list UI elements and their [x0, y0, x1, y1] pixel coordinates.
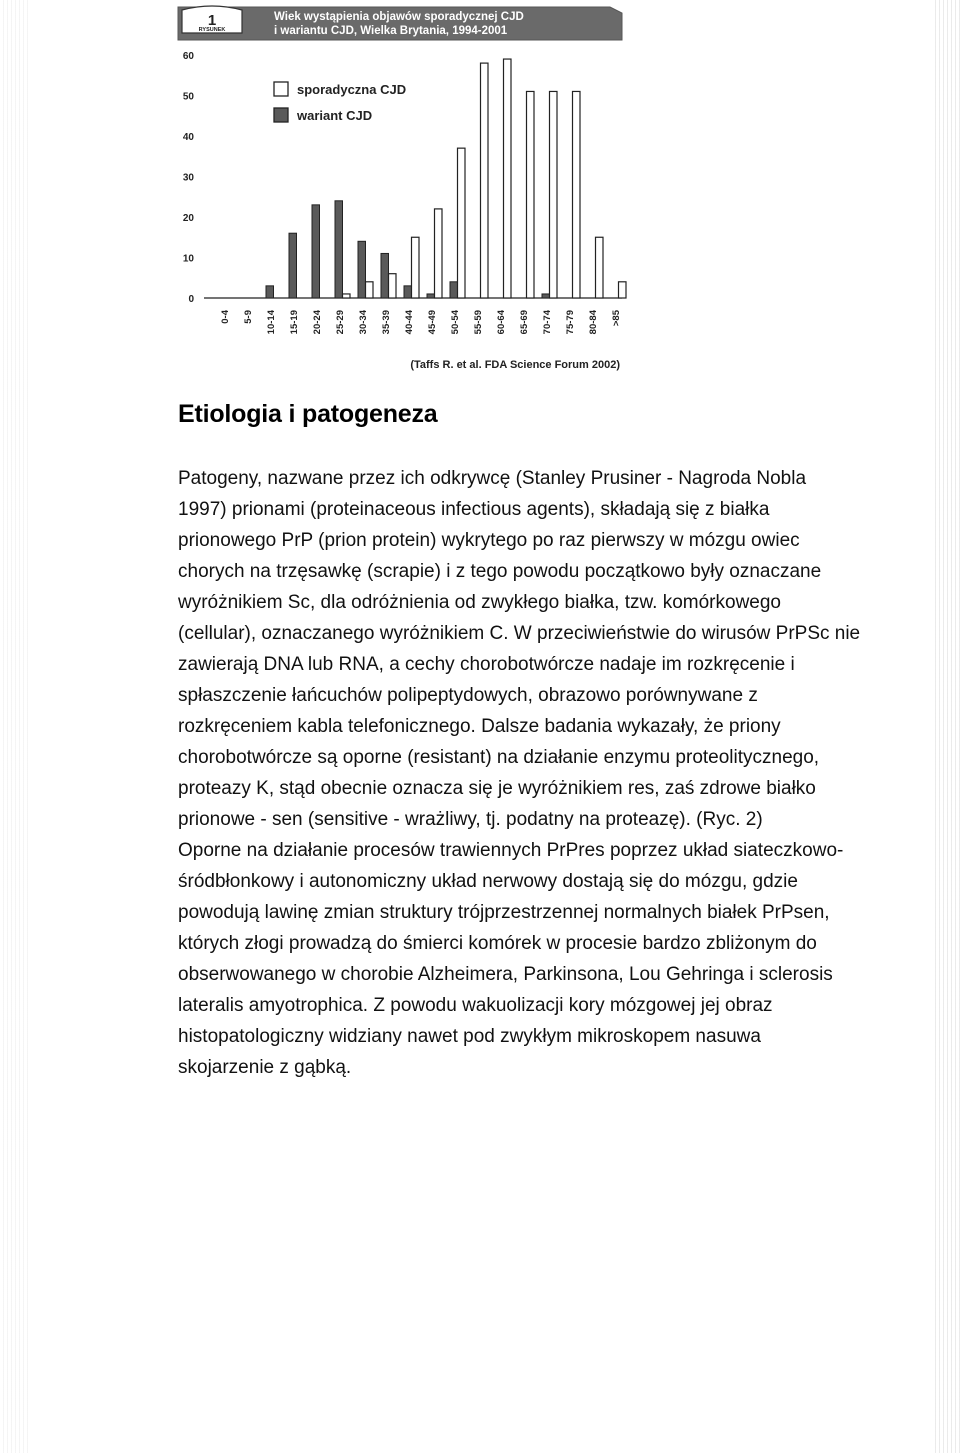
article-line: powodują lawinę zmian struktury trójprzestrzennej normalnych białek PrPsen,: [178, 902, 830, 923]
y-tick-label: 50: [182, 91, 194, 103]
article-body: [178, 463, 960, 1083]
figure-header: [178, 6, 622, 40]
article-line: spłaszczenie łańcuchów polipeptydowych, obrazowo porównywane z: [178, 685, 758, 706]
legend-swatch-sporadic: [274, 82, 288, 96]
chart-svg: [170, 0, 630, 380]
bar-sporadic-cjd: [435, 209, 443, 298]
figure-title-line1: Wiek wystąpienia objawów sporadycznej CJD: [274, 11, 524, 23]
badge-number: 1: [207, 12, 217, 29]
article-line: histopatologiczny widziany nawet pod zwykłym mikroskopem nasuwa: [178, 1026, 761, 1047]
x-tick-label: 80-84: [588, 310, 599, 335]
article-line: lateralis amyotrophica. Z powodu wakuolizacji kory mózgowej jej obraz: [178, 995, 773, 1016]
bar-variant-cjd: [266, 286, 274, 298]
article-line: Oporne na działanie procesów trawiennych PrPres poprzez układ siateczkowo-: [178, 840, 844, 861]
bar-variant-cjd: [335, 201, 343, 298]
figure-source: (Taffs R. et al. FDA Science Forum 2002): [410, 359, 620, 371]
article-line: prionowe - sen (sensitive - wrażliwy, tj. podatny na proteazę). (Ryc. 2): [178, 809, 763, 830]
y-tick-label: 60: [182, 51, 194, 62]
article-line: (cellular), oznaczanego wyróżnikiem C. W przeciwieństwie do wirusów PrPSc nie: [178, 623, 861, 644]
y-tick-label: 0: [188, 294, 194, 305]
y-tick-label: 40: [182, 132, 194, 143]
x-tick-label: 5-9: [243, 310, 254, 324]
x-tick-label: >85: [611, 310, 622, 327]
legend-swatch-variant: [274, 108, 288, 122]
bar-sporadic-cjd: [481, 63, 489, 298]
bar-variant-cjd: [358, 241, 366, 298]
bar-sporadic-cjd: [366, 282, 374, 298]
bar-variant-cjd: [542, 294, 550, 298]
article-line: prionowego PrP (prion protein) wykrytego po raz pierwszy w mózgu owiec: [178, 530, 800, 551]
x-tick-label: 30-34: [358, 310, 369, 335]
bar-sporadic-cjd: [596, 237, 604, 298]
bar-variant-cjd: [289, 233, 297, 298]
bar-sporadic-cjd: [458, 148, 466, 298]
bar-variant-cjd: [450, 282, 458, 298]
bar-variant-cjd: [381, 253, 389, 298]
bar-sporadic-cjd: [343, 294, 351, 298]
y-tick-label: 20: [182, 213, 194, 224]
legend-label-sporadic: sporadyczna CJD: [297, 82, 407, 97]
x-tick-label: 45-49: [427, 310, 438, 335]
article-line: których złogi prowadzą do śmierci komórek w procesie bardzo zbliżonym do: [178, 933, 817, 954]
x-tick-label: 0-4: [220, 310, 231, 324]
chart-legend: [274, 82, 406, 123]
x-tick-label: 10-14: [266, 310, 277, 335]
figure-title-line2: i wariantu CJD, Wielka Brytania, 1994-2001: [274, 25, 508, 37]
x-tick-label: 60-64: [496, 310, 507, 335]
bar-sporadic-cjd: [550, 91, 558, 298]
x-tick-label: 65-69: [519, 310, 530, 335]
bar-sporadic-cjd: [527, 91, 535, 298]
article-line: skojarzenie z gąbką.: [178, 1057, 352, 1078]
article-line: 1997) prionami (proteinaceous infectious agents), składają się z białka: [178, 499, 770, 520]
article-line: śródbłonkowy i autonomiczny układ nerwowy dostają się do mózgu, gdzie: [178, 871, 798, 892]
figure-cjd-age-chart: [170, 0, 630, 380]
bar-sporadic-cjd: [619, 282, 627, 298]
y-tick-label: 10: [182, 253, 194, 265]
x-tick-label: 20-24: [312, 310, 323, 335]
x-tick-label: 15-19: [289, 310, 300, 335]
section-heading: Etiologia i patogeneza: [178, 400, 438, 428]
x-tick-label: 55-59: [473, 310, 484, 335]
y-tick-label: 30: [182, 172, 194, 184]
bar-sporadic-cjd: [412, 237, 420, 298]
x-tick-label: 75-79: [565, 310, 576, 335]
x-tick-label: 35-39: [381, 310, 392, 335]
article-line: chorych na trzęsawkę (scrapie) i z tego powodu początkowo były oznaczane: [178, 561, 822, 582]
article-line: Patogeny, nazwane przez ich odkrywcę (Stanley Prusiner - Nagroda Nobla: [178, 468, 807, 489]
article-line: proteazy K, stąd obecnie oznacza się je wyróżnikiem res, zaś zdrowe białko: [178, 778, 816, 799]
bar-variant-cjd: [404, 286, 412, 298]
article-line: chorobotwórcze są oporne (resistant) na działanie enzymu proteolitycznego,: [178, 747, 820, 768]
x-tick-label: 70-74: [542, 310, 553, 335]
article-line: rozkręceniem kabla telefonicznego. Dalsze badania wykazały, że priony: [178, 716, 781, 737]
x-tick-label: 40-44: [404, 310, 415, 335]
legend-label-variant: wariant CJD: [297, 108, 373, 123]
bar-sporadic-cjd: [389, 274, 397, 298]
scan-edge-left: [0, 0, 28, 1453]
article-line: zawierają DNA lub RNA, a cechy chorobotwórcze nadaje im rozkręcenie i: [178, 654, 795, 675]
bar-variant-cjd: [312, 205, 320, 298]
badge-label: RYSUNEK: [198, 27, 226, 33]
article-line: obserwowanego w chorobie Alzheimera, Parkinsona, Lou Gehringa i sclerosis: [178, 964, 833, 985]
bar-sporadic-cjd: [504, 59, 512, 298]
article-line: wyróżnikiem Sc, dla odróżnienia od zwykłego białka, tzw. komórkowego: [178, 592, 781, 613]
bar-sporadic-cjd: [573, 91, 581, 298]
x-tick-label: 50-54: [450, 310, 461, 335]
x-tick-label: 25-29: [335, 310, 346, 335]
bar-variant-cjd: [427, 294, 435, 298]
